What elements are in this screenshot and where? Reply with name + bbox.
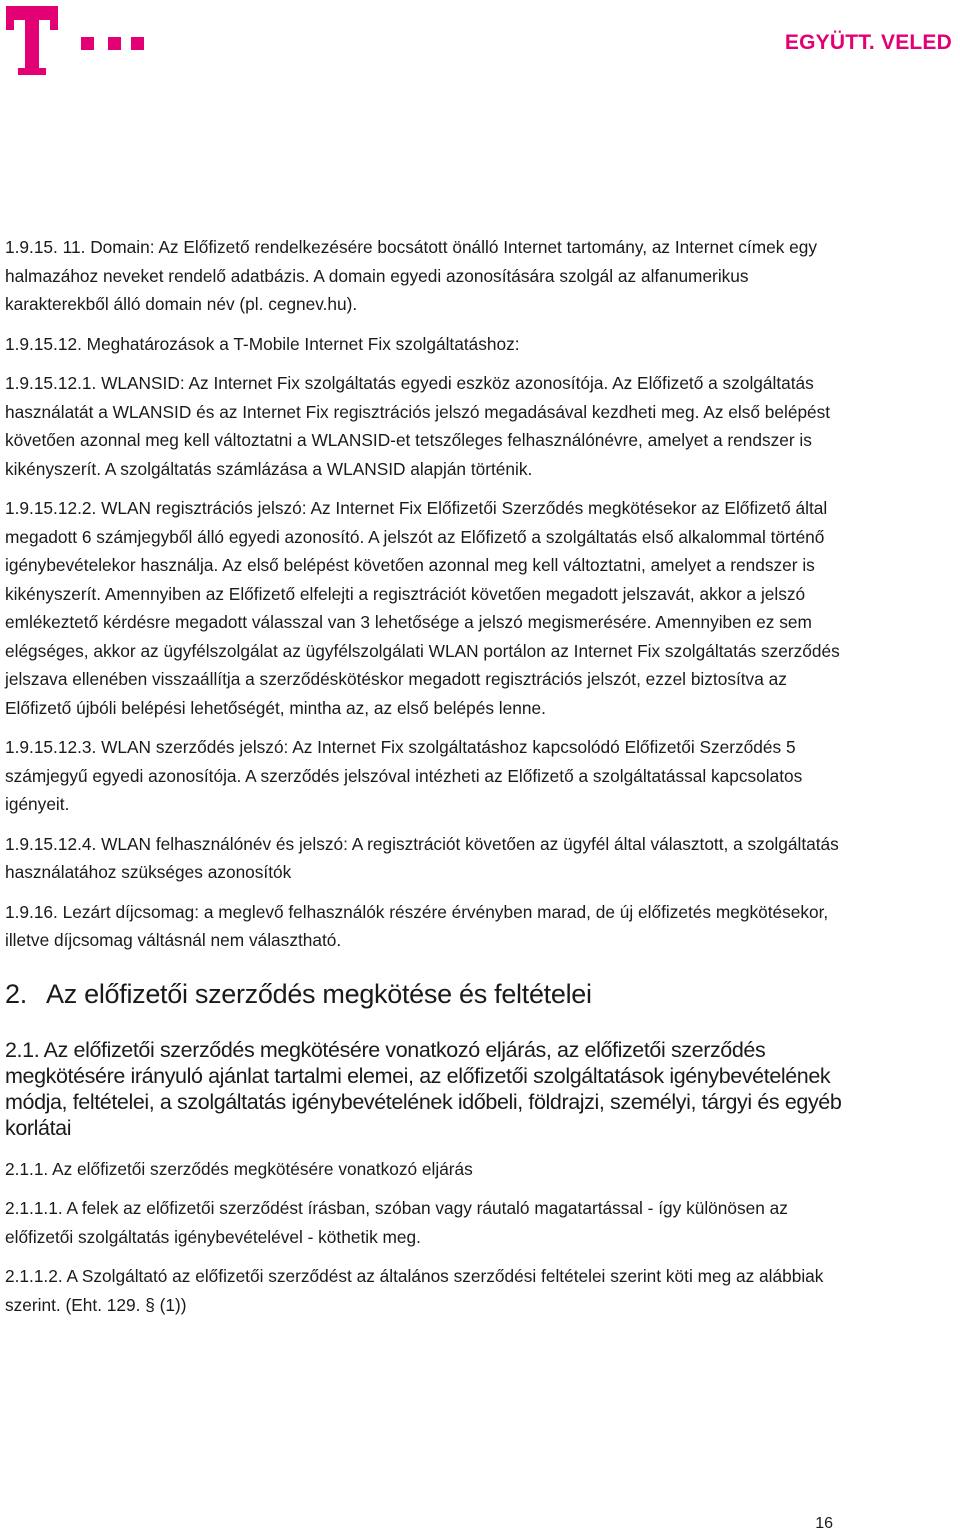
paragraph-2-1-1: 2.1.1. Az előfizetői szerződés megkötésére vonatkozó eljárás [5,1158,473,1179]
definitions-heading: 1.9.15.12. Meghatározások a T-Mobile Internet Fix szolgáltatáshoz: [5,333,520,354]
definition-wlan-contract-password: 1.9.15.12.3. WLAN szerződés jelszó: Az Internet Fix szolgáltatáshoz kapcsolódó Előfizetői Szerződés 5 számjegyű egyedi azonosítója. A szerződés jelszóval intézheti az Előfizető a szolgáltatással kapcsolatos igényeit. [5,737,803,814]
page-number: 16 [815,1515,833,1532]
paragraph-2-1-1-2: 2.1.1.2. A Szolgáltató az előfizetői szerződést az általános szerződési feltételei szerint köti meg az alábbiak szerint. (Eht. 129. § (1)) [5,1266,824,1315]
paragraph-2-1-1-1: 2.1.1.1. A felek az előfizetői szerződést írásban, szóban vagy ráutaló magatartással - így különösen az előfizetői szolgáltatás igénybevételével - köthetik meg. [5,1198,788,1247]
section-number: 2. [5,978,27,1009]
definition-wlan-registration-password: 1.9.15.12.2. WLAN regisztrációs jelszó: Az Internet Fix Előfizetői Szerződés megkötésekor az Előfizető által megadott 6 számjegyből álló egyedi azonosító. A jelszót az Előfizető a szolgáltatás első alkalommal történő igénybevételekor használja. Az első belépést követően azonnal meg kell változtatni, amelyet a rendszer is kikényszerít. Amennyiben az Előfizető elfelejti a regisztrációt követően megadott jelszavát, akkor a jelszó emlékeztető kérdésre megadott válasszal van 3 lehetősége a jelszó megismerésére. Amennyiben ez sem elégséges, akkor az ügyfélszolgálat az ügyfélszolgálati WLAN portálon az Internet Fix szolgáltatás szerződés jelszava ellenében visszaállítja a szerződéskötéskor megadott regisztrációs jelszót, ezzel biztosítva az Előfizető újbóli belépési lehetőségét, mintha az, az első belépés lenne. [5,498,840,718]
definition-domain: 1.9.15. 11. Domain: Az Előfizető rendelkezésére bocsátott önálló Internet tartomány, az Internet címek egy halmazához neveket rendelő adatbázis. A domain egyedi azonosítására szolgál az alfanumerikus karakterekből álló domain név (pl. cegnev.hu). [5,237,818,314]
definition-wlansid: 1.9.15.12.1. WLANSID: Az Internet Fix szolgáltatás egyedi eszköz azonosítója. Az Előfizető a szolgáltatás használatát a WLANSID és az Internet Fix regisztrációs jelszó megadásával kezdheti meg. Az első belépést követően azonnal meg kell változtatni a WLANSID-et tetszőleges felhasználónévre, amelyet a rendszer is kikényszerít. A szolgáltatás számlázása a WLANSID alapján történik. [5,373,831,479]
section-heading [5,977,855,1011]
section-title: Az előfizetői szerződés megkötése és feltételei [46,978,592,1009]
telekom-logo-icon [6,6,146,76]
document-body [5,233,855,1330]
definition-closed-package: 1.9.16. Lezárt díjcsomag: a meglevő felhasználók részére érvényben marad, de új előfizetés megkötésekor, illetve díjcsomag váltásnál nem választható. [5,901,829,950]
brand-slogan: EGYÜTT. VELED [784,31,952,54]
definition-wlan-username-password: 1.9.15.12.4. WLAN felhasználónév és jelszó: A regisztrációt követően az ügyfél által választott, a szolgáltatás használatához szükséges azonosítók [5,833,839,882]
subsection-heading: 2.1. Az előfizetői szerződés megkötésére vonatkozó eljárás, az előfizetői szerződés megkötésére irányuló ajánlat tartalmi elemei, az előfizetői szolgáltatások igénybevételének módja, feltételei, a szolgáltatás igénybevételének időbeli, földrajzi, személyi, tárgyi és egyéb korlátai [5,1037,842,1140]
